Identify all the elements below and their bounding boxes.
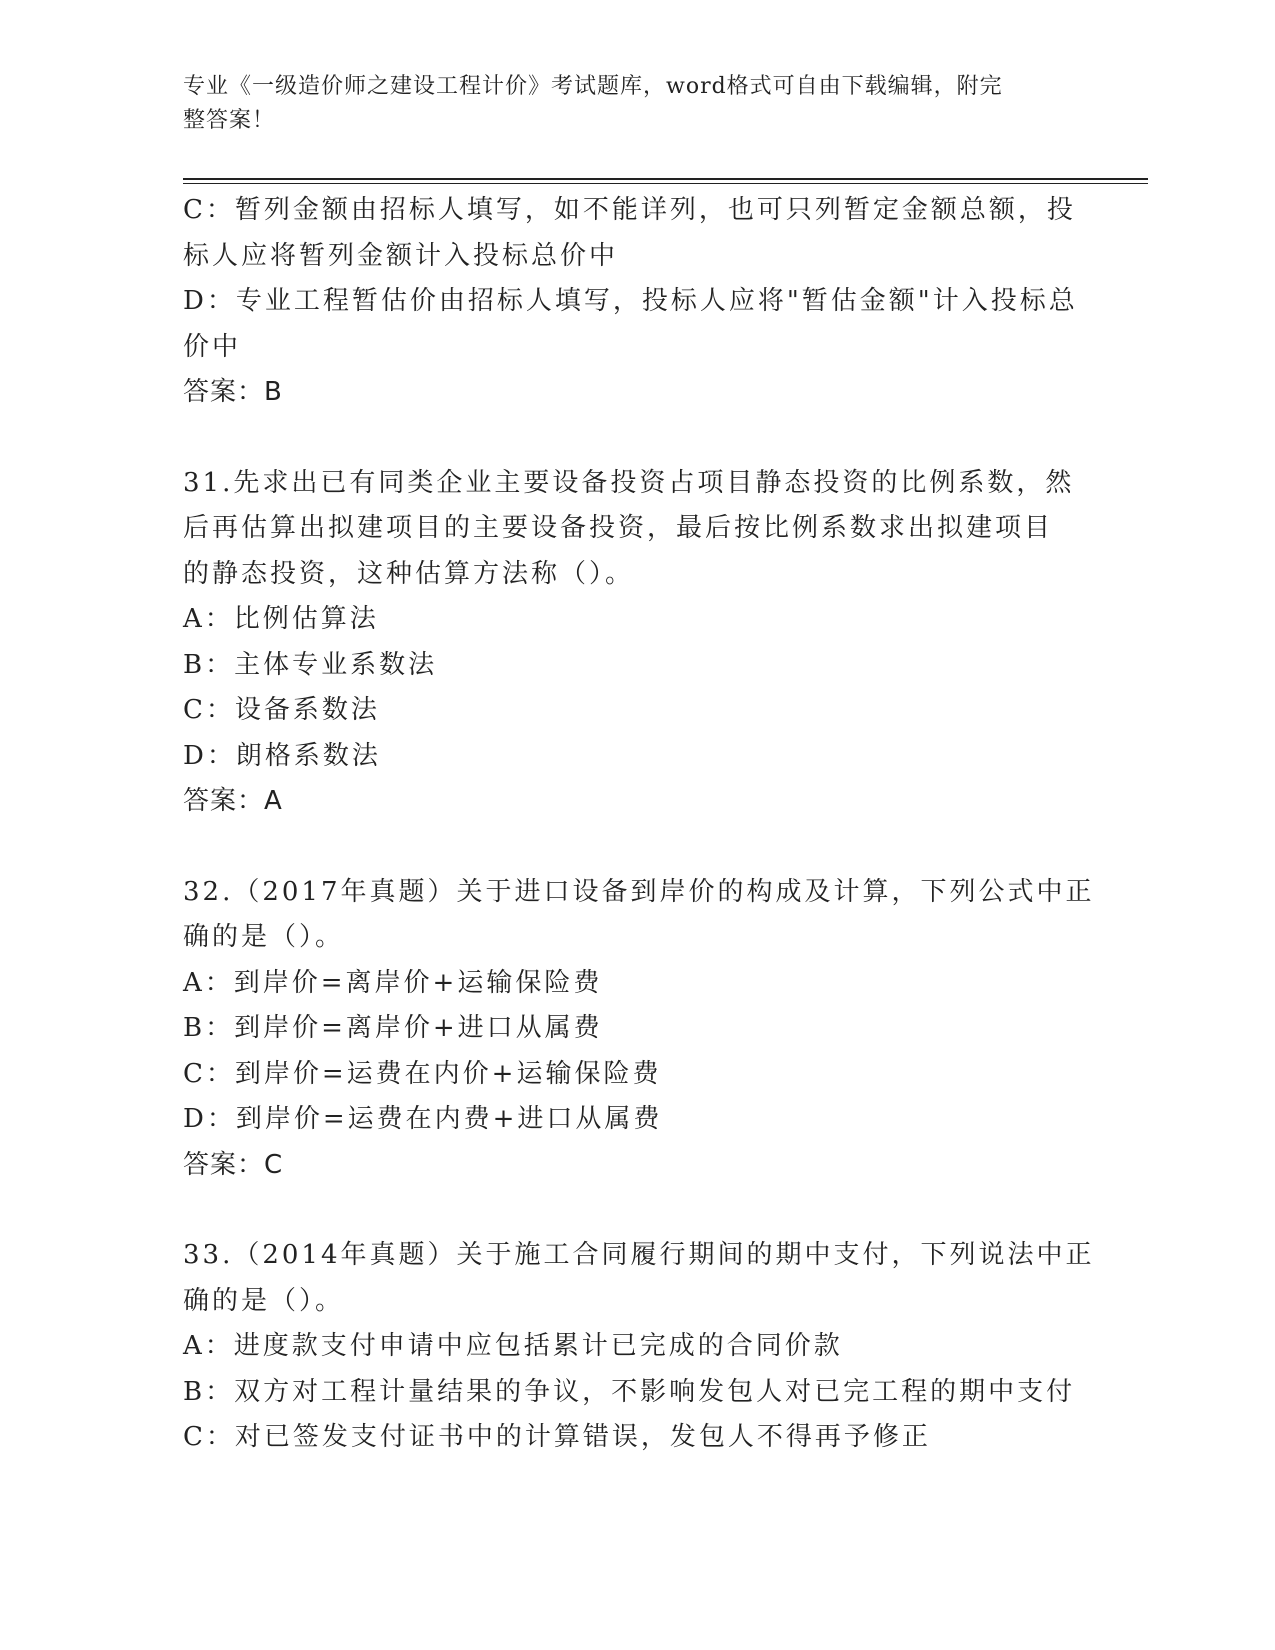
question-stem-line: 后再估算出拟建项目的主要设备投资，最后按比例系数求出拟建项目	[183, 513, 1054, 543]
option-b: B：主体专业系数法	[183, 649, 438, 680]
option-c: C：到岸价=运费在内价+运输保险费	[183, 1058, 662, 1089]
question-block-31	[183, 461, 1083, 825]
header-double-rule	[183, 178, 1148, 184]
question-stem-line: 31.先求出已有同类企业主要设备投资占项目静态投资的比例系数，然	[183, 467, 1075, 498]
option-d: D：朗格系数法	[183, 740, 381, 771]
question-block-32	[183, 870, 1095, 1189]
option-d: D：到岸价=运费在内费+进口从属费	[183, 1104, 663, 1134]
page-header	[183, 70, 1063, 138]
option-line: D：专业工程暂估价由招标人填写，投标人应将"暂估金额"计入投标总	[183, 286, 1078, 316]
option-a: A：进度款支付申请中应包括累计已完成的合同价款	[183, 1331, 843, 1361]
question-block-33	[183, 1233, 1095, 1461]
header-title-line-2: 整答案！	[183, 108, 276, 133]
option-line: 标人应将暂列金额计入投标总价中	[183, 240, 619, 271]
question-stem-line: 确的是（）。	[183, 1285, 345, 1316]
question-stem-line: 确的是（）。	[183, 922, 345, 952]
block-spacer	[183, 1188, 1083, 1233]
option-a: A：到岸价=离岸价+运输保险费	[183, 967, 603, 998]
answer-line: 答案：A	[183, 786, 283, 816]
option-b: B：双方对工程计量结果的争议，不影响发包人对已完工程的期中支付	[183, 1376, 1076, 1407]
document-body	[183, 188, 1095, 1461]
header-title-line-1: 专业《一级造价师之建设工程计价》考试题库，word格式可自由下载编辑，附完	[183, 74, 1003, 99]
option-c: C：设备系数法	[183, 695, 380, 725]
answer-line: 答案：C	[183, 1149, 284, 1180]
block-spacer	[183, 416, 1083, 461]
option-line: 价中	[183, 331, 242, 362]
block-spacer	[183, 825, 1083, 870]
question-block-30-tail	[183, 188, 1083, 416]
answer-line: 答案：B	[183, 377, 283, 407]
question-stem-line: 33.（2014年真题）关于施工合同履行期间的期中支付，下列说法中正	[183, 1240, 1095, 1270]
question-stem-line: 32.（2017年真题）关于进口设备到岸价的构成及计算，下列公式中正	[183, 876, 1095, 907]
question-stem-line: 的静态投资，这种估算方法称（）。	[183, 558, 635, 589]
option-c: C：对已签发支付证书中的计算错误，发包人不得再予修正	[183, 1422, 931, 1452]
option-line: C：暂列金额由招标人填写，如不能详列，也可只列暂定金额总额，投	[183, 195, 1076, 225]
option-b: B：到岸价=离岸价+进口从属费	[183, 1013, 603, 1043]
option-a: A：比例估算法	[183, 604, 379, 634]
